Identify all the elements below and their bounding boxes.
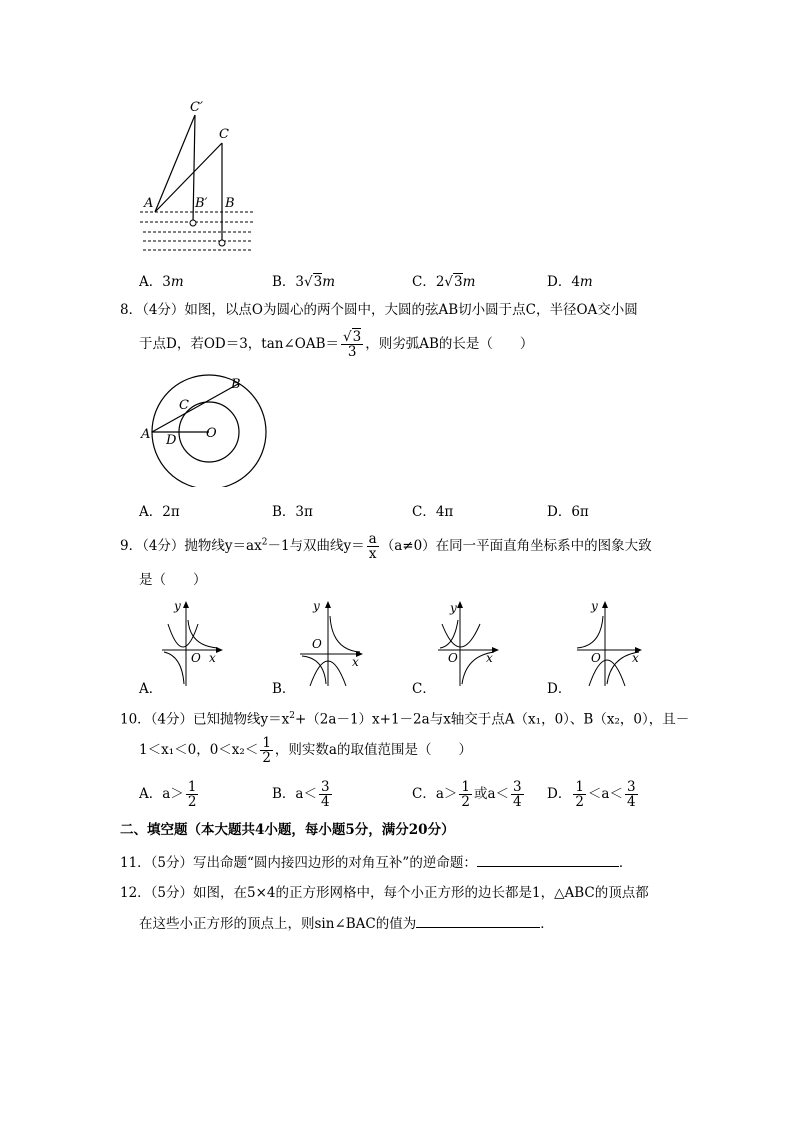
svg-text:x: x xyxy=(352,655,359,669)
q9-option-a[interactable]: A． xyxy=(139,681,163,697)
q9-graph-b xyxy=(298,598,368,688)
svg-text:y: y xyxy=(591,599,598,613)
q8-line2: 于点D，若OD＝3，tan∠OAB＝ $\frac{√3}{3}$ ，则劣弧AB的长是（ ） xyxy=(139,329,534,360)
svg-text:x: x xyxy=(632,651,639,665)
q7-option-b[interactable]: B．3√3m xyxy=(272,274,336,290)
label-b: B xyxy=(225,196,235,211)
q7-option-a[interactable]: A．3m xyxy=(139,274,184,290)
q8-figure xyxy=(138,372,268,487)
q7-option-d[interactable]: D．4m xyxy=(547,274,593,290)
q9-graph-d xyxy=(575,598,647,688)
q10-option-d[interactable]: D． $\frac{1}{2}$ ＜a＜ $\frac{3}{4}$ xyxy=(547,779,636,810)
q12-line2: 在这些小正方形的顶点上，则sin∠BAC的值为 ． xyxy=(139,913,554,934)
q8-option-a[interactable]: A．2π xyxy=(139,504,180,520)
q7-figure xyxy=(135,95,265,255)
label-c: C xyxy=(219,127,229,142)
svg-text:y: y xyxy=(313,599,320,613)
q8-line1: 8．（4分）如图，以点O为圆心的两个圆中，大圆的弦AB切小圆于点C，半径OA交小圆 xyxy=(120,302,638,318)
svg-text:O: O xyxy=(312,637,322,651)
label-c: C xyxy=(179,398,189,413)
q8-option-d[interactable]: D．6π xyxy=(547,504,589,520)
q10-line2: 1＜x₁＜0，0＜x₂＜ $\frac{1}{2}$ ，则实数a的取值范围是（ ） xyxy=(139,735,472,766)
q12-line1: 12．（5分）如图，在5×4的正方形网格中，每个小正方形的边长都是1，△ABC的顶点都 xyxy=(120,885,649,901)
q9-graph-c xyxy=(436,598,506,688)
q10-line1: 10．（4分）已知抛物线$y=x^2+(2a-1)x+1-2a$与x轴交于点A（x₁，0）、B（x₂，0），且－ xyxy=(120,711,690,728)
svg-text:O: O xyxy=(191,651,201,665)
svg-text:y: y xyxy=(174,599,181,613)
q9-option-b[interactable]: B． xyxy=(272,681,296,697)
label-a: A xyxy=(141,427,151,442)
section-title: 二、填空题（本大题共4小题，每小题5分，满分20分） xyxy=(120,822,455,838)
q10-option-a[interactable]: A．a＞ $\frac{1}{2}$ xyxy=(139,779,197,810)
fraction-a-over-x: $\frac{a}{x}$ xyxy=(368,531,377,562)
q9-option-d[interactable]: D． xyxy=(547,681,572,697)
q10-option-c[interactable]: C．a＞ $\frac{1}{2}$ 或a＜ $\frac{3}{4}$ xyxy=(412,779,522,810)
fraction-sqrt3-over-3: $\frac{√3}{3}$ xyxy=(343,329,362,360)
svg-text:O: O xyxy=(448,651,458,665)
q9-line1: 9．（4分）抛物线$y=ax^2-1$与双曲线y＝ $\frac{a}{x}$ （a≠0）在同一平面直角坐标系中的图象大致 xyxy=(120,531,652,562)
q8-option-c[interactable]: C．4π xyxy=(412,504,454,520)
q12-answer-blank[interactable] xyxy=(416,913,540,928)
q9-option-c[interactable]: C． xyxy=(412,681,436,697)
label-o: O xyxy=(206,426,217,441)
q8-option-b[interactable]: B．3π xyxy=(272,504,313,520)
label-b: B xyxy=(231,377,241,392)
q9-line2: 是（ ） xyxy=(139,572,207,588)
q11-answer-blank[interactable] xyxy=(477,852,619,867)
q7-option-c[interactable]: C．2√3m xyxy=(412,274,476,290)
svg-text:y: y xyxy=(450,601,457,615)
svg-text:x: x xyxy=(209,651,216,665)
svg-text:x: x xyxy=(486,651,493,665)
q9-graph-a xyxy=(160,598,230,688)
q11-line: 11．（5分）写出命题“圆内接四边形的对角互补”的逆命题： ． xyxy=(120,852,632,873)
fraction-1-over-2: $\frac{1}{2}$ xyxy=(262,735,271,766)
q10-option-b[interactable]: B．a＜ $\frac{3}{4}$ xyxy=(272,779,330,810)
label-d: D xyxy=(166,433,177,448)
label-b-prime: B′ xyxy=(195,196,208,211)
label-c-prime: C′ xyxy=(190,100,203,115)
label-a: A xyxy=(144,196,154,211)
svg-text:O: O xyxy=(591,651,601,665)
